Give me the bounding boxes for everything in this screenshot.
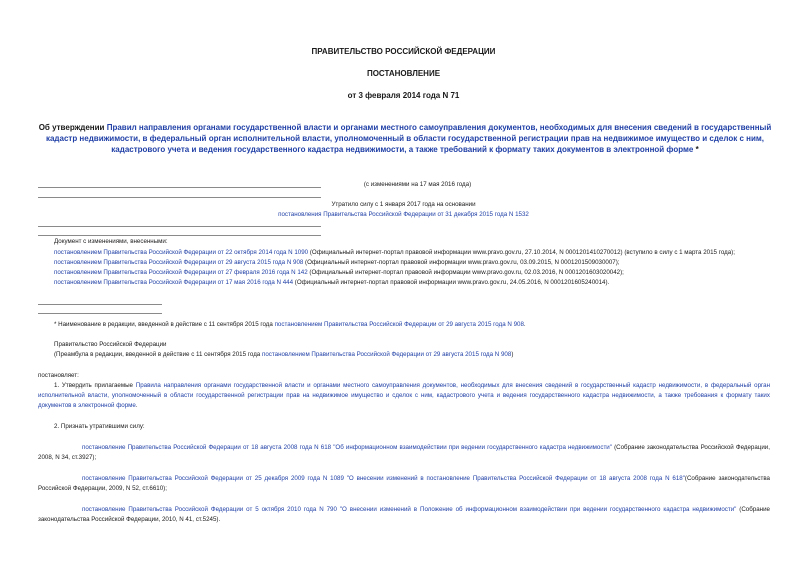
changes-heading: Документ с изменениями, внесенными:	[54, 238, 168, 245]
lost-force-line: Утратило силу с 1 января 2017 года на основании	[331, 201, 476, 208]
decides-line: постановляет:	[38, 372, 79, 379]
divider	[38, 313, 162, 314]
rules-link[interactable]: Правила направления органами государственной власти и органами местного самоуправления документов, необходимых для внесения сведений в государственный кадастр недвижимости, в федеральный орган исполнительной власти, уполномоченный в области государственной регистрации прав на недвижимое имущество и сделок с ним, кадастрового учета и ведения государственного кадастра недвижимости, а также требования к формату таких документов в электронной форме	[38, 382, 770, 409]
title-suffix: *	[693, 145, 699, 154]
changes-item-link[interactable]: постановлением Правительства Российской Федерации от 27 февраля 2016 года N 142	[54, 269, 308, 276]
preamble-note: (Преамбула в редакции, введенной в действие с 11 сентября 2015 года постановлением Правительства Российской Федерации от 29 августа 2015 года N 908)	[54, 351, 514, 358]
repealed-item-link[interactable]: постановление Правительства Российской Федерации от 18 августа 2008 года N 618 "Об информационном взаимодействии при ведении государственного кадастра недвижимости"	[82, 444, 612, 451]
lost-force-link-line	[180, 210, 627, 220]
changes-item-link[interactable]: постановлением Правительства Российской Федерации от 29 августа 2015 года N 908	[54, 259, 304, 266]
document-type-heading: ПОСТАНОВЛЕНИЕ	[366, 69, 441, 78]
divider	[38, 226, 321, 227]
changes-item-link[interactable]: постановлением Правительства Российской Федерации от 22 октября 2014 года N 1090	[54, 249, 309, 256]
paragraph-2: 2. Признать утратившими силу:	[54, 423, 145, 430]
changes-list	[38, 248, 774, 288]
divider	[38, 197, 321, 198]
repealed-item: постановление Правительства Российской Федерации от 5 октября 2010 года N 790 "О внесении изменений в Положение об информационном взаимодействии при ведении государственного кадастра недвижимости" (Собрание законодательства Российской Федерации, 2010, N 41, ст.5245).	[38, 506, 770, 523]
paragraph-1: 1. Утвердить прилагаемые Правила направления органами государственной власти и органами местного самоуправления документов, необходимых для внесения сведений в государственный кадастр недвижимости, в федеральный орган исполнительной власти, уполномоченный в области государственной регистрации прав на недвижимое имущество и сделок с ним, кадастрового учета и ведения государственного кадастра недвижимости, а также требования к формату таких документов в электронной форме.	[38, 382, 770, 409]
title-rules-link[interactable]: Правил направления органами государственной власти и органами местного самоуправления документов, необходимых для внесения сведений в государственный кадастр недвижимости, в федеральный орган исполнительной власти, уполномоченный в области государственной регистрации прав на недвижимое имущество и сделок с ним, кадастрового учета и ведения государственного кадастра недвижимости, а также требований к формату таких документов в электронной форме	[45, 123, 772, 154]
repealed-item-link[interactable]: постановление Правительства Российской Федерации от 5 октября 2010 года N 790 "О внесении изменений в Положение об информационном взаимодействии при ведении государственного кадастра недвижимости"	[82, 506, 737, 513]
preamble-link[interactable]: постановлением Правительства Российской Федерации от 29 августа 2015 года N 908	[261, 351, 512, 358]
preamble-line: Правительство Российской Федерации	[54, 341, 167, 348]
repealed-item-link[interactable]: постановление Правительства Российской Федерации от 25 декабря 2009 года N 1089 "О внесении изменений в постановление Правительства Российской Федерации от 18 августа 2008 года N 618"	[82, 475, 685, 482]
repealed-item: постановление Правительства Российской Федерации от 25 декабря 2009 года N 1089 "О внесении изменений в постановление Правительства Российской Федерации от 18 августа 2008 года N 618"(Собрание законодательства Российской Федерации, 2009, N 52, ст.6610);	[38, 475, 770, 492]
changes-item: постановлением Правительства Российской Федерации от 17 мая 2016 года N 444 (Официальный интернет-портал правовой информации www.pravo.gov.ru, 24.05.2016, N 0001201605240014).	[54, 279, 610, 286]
divider	[38, 304, 162, 305]
footnote-link[interactable]: постановлением Правительства Российской Федерации от 29 августа 2015 года N 908	[274, 321, 524, 328]
changes-item: постановлением Правительства Российской Федерации от 27 февраля 2016 года N 142 (Официальный интернет-портал правовой информации www.pravo.gov.ru, 02.03.2016, N 0001201603020042);	[54, 269, 624, 276]
repealed-item: постановление Правительства Российской Федерации от 18 августа 2008 года N 618 "Об информационном взаимодействии при ведении государственного кадастра недвижимости" (Собрание законодательства Российской Федерации, 2008, N 34, ст.3927);	[38, 444, 770, 461]
document-date-number: от 3 февраля 2014 года N 71	[347, 91, 460, 100]
government-heading: ПРАВИТЕЛЬСТВО РОССИЙСКОЙ ФЕДЕРАЦИИ	[311, 47, 496, 56]
changes-item: постановлением Правительства Российской Федерации от 29 августа 2015 года N 908 (Официальный интернет-портал правовой информации www.pravo.gov.ru, 03.09.2015, N 0001201509030007);	[54, 259, 620, 266]
divider	[38, 187, 321, 188]
divider	[38, 235, 321, 236]
changes-item-link[interactable]: постановлением Правительства Российской Федерации от 17 мая 2016 года N 444	[54, 279, 294, 286]
footnote: * Наименование в редакции, введенной в действие с 11 сентября 2015 года постановлением Правительства Российской Федерации от 29 августа 2015 года N 908.	[54, 321, 526, 328]
document-title	[38, 122, 772, 155]
changes-item: постановлением Правительства Российской Федерации от 22 октября 2014 года N 1090 (Официальный интернет-портал правовой информации www.pravo.gov.ru, 27.10.2014, N 0001201410270012) (вступило в силу с 1 марта 2015 года);	[54, 249, 735, 256]
title-prefix: Об утверждении	[38, 123, 107, 132]
amended-note: (с изменениями на 17 мая 2016 года)	[363, 181, 472, 188]
lost-force-link[interactable]: постановления Правительства Российской Федерации от 31 декабря 2015 года N 1532	[278, 211, 529, 218]
